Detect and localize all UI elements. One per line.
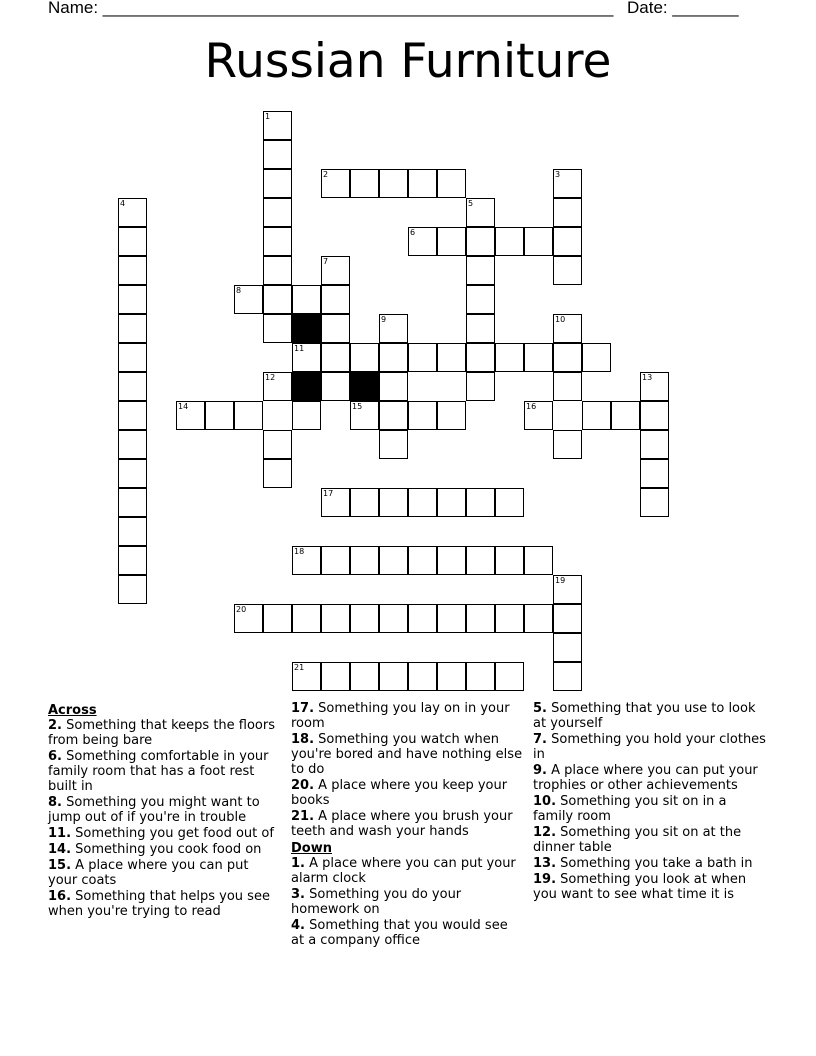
clue-number: 6. bbox=[48, 749, 62, 764]
clue-down-7 bbox=[533, 732, 768, 762]
crossword-cell[interactable] bbox=[292, 285, 321, 314]
crossword-cell[interactable] bbox=[263, 285, 292, 314]
crossword-cell[interactable] bbox=[263, 227, 292, 256]
crossword-cell[interactable] bbox=[437, 169, 466, 198]
crossword-cell[interactable] bbox=[408, 546, 437, 575]
crossword-cell[interactable] bbox=[379, 604, 408, 633]
clue-across-18 bbox=[291, 732, 523, 777]
clue-down-9 bbox=[533, 763, 768, 793]
clue-across-2 bbox=[48, 718, 278, 748]
clue-down-12 bbox=[533, 825, 768, 855]
crossword-cell[interactable] bbox=[350, 343, 379, 372]
clue-text: Something that helps you see when you're trying to read bbox=[48, 889, 270, 919]
crossword-cell[interactable] bbox=[524, 546, 553, 575]
crossword-cell[interactable] bbox=[118, 285, 147, 314]
crossword-cell[interactable] bbox=[379, 430, 408, 459]
crossword-cell[interactable] bbox=[466, 256, 495, 285]
clues-column-3 bbox=[533, 701, 768, 903]
clue-number: 20. bbox=[291, 778, 315, 793]
clue-number: 15. bbox=[48, 858, 72, 873]
crossword-cell[interactable] bbox=[524, 227, 553, 256]
crossword-cell[interactable] bbox=[408, 662, 437, 691]
crossword-cell[interactable] bbox=[321, 604, 350, 633]
crossword-cell[interactable] bbox=[640, 401, 669, 430]
name-field-label: Name: ______________________________________________________ bbox=[48, 0, 614, 17]
crossword-cell[interactable] bbox=[437, 662, 466, 691]
clue-down-3 bbox=[291, 887, 523, 917]
crossword-cell[interactable] bbox=[321, 546, 350, 575]
clue-text: Something you watch when you're bored and have nothing else to do bbox=[291, 732, 523, 777]
crossword-cell[interactable] bbox=[292, 604, 321, 633]
crossword-cell[interactable] bbox=[408, 169, 437, 198]
crossword-cell[interactable] bbox=[553, 198, 582, 227]
crossword-cell[interactable] bbox=[118, 256, 147, 285]
crossword-cell[interactable] bbox=[495, 227, 524, 256]
crossword-cell[interactable] bbox=[118, 227, 147, 256]
clue-across-14 bbox=[48, 842, 278, 857]
crossword-cell[interactable] bbox=[350, 604, 379, 633]
clue-text: Something comfortable in your family room that has a foot rest built in bbox=[48, 749, 269, 794]
clue-text: A place where you brush your teeth and wash your hands bbox=[291, 809, 513, 839]
crossword-cell[interactable] bbox=[118, 343, 147, 372]
clue-text: Something you get food out of bbox=[75, 826, 274, 841]
crossword-cell[interactable] bbox=[321, 372, 350, 401]
crossword-cell[interactable] bbox=[495, 488, 524, 517]
crossword-cell[interactable] bbox=[524, 343, 553, 372]
clue-number: 4. bbox=[291, 918, 305, 933]
clue-down-5 bbox=[533, 701, 768, 731]
clue-text: Something you sit on at the dinner table bbox=[533, 825, 742, 855]
crossword-cell[interactable] bbox=[118, 488, 147, 517]
crossword-cell[interactable] bbox=[495, 604, 524, 633]
crossword-cell[interactable] bbox=[379, 343, 408, 372]
crossword-cell[interactable] bbox=[553, 227, 582, 256]
clue-down-19 bbox=[533, 872, 768, 902]
crossword-cell[interactable] bbox=[640, 459, 669, 488]
crossword-cell[interactable] bbox=[321, 662, 350, 691]
clue-number: 13. bbox=[533, 856, 557, 871]
clue-text: Something you hold your clothes in bbox=[533, 732, 766, 762]
crossword-cell[interactable] bbox=[495, 662, 524, 691]
crossword-cell[interactable] bbox=[553, 604, 582, 633]
crossword-cell[interactable] bbox=[379, 401, 408, 430]
crossword-cell[interactable] bbox=[379, 372, 408, 401]
crossword-cell[interactable] bbox=[437, 343, 466, 372]
crossword-cell[interactable] bbox=[437, 546, 466, 575]
crossword-cell[interactable] bbox=[263, 198, 292, 227]
clue-number: 2. bbox=[48, 718, 62, 733]
crossword-cell[interactable] bbox=[350, 169, 379, 198]
crossword-cell[interactable] bbox=[118, 575, 147, 604]
clue-number: 17. bbox=[291, 701, 315, 716]
crossword-cell[interactable] bbox=[640, 430, 669, 459]
crossword-cell[interactable] bbox=[408, 401, 437, 430]
crossword-cell[interactable] bbox=[466, 343, 495, 372]
date-field-label: Date: _______ bbox=[627, 0, 739, 17]
clue-text: Something you might want to jump out of if you're in trouble bbox=[48, 795, 260, 825]
clue-number-label: 17 bbox=[323, 489, 334, 498]
clue-number-label: 13 bbox=[642, 373, 653, 382]
clue-number-label: 3 bbox=[555, 170, 561, 179]
clue-number: 18. bbox=[291, 732, 315, 747]
crossword-cell[interactable] bbox=[321, 285, 350, 314]
clue-across-8 bbox=[48, 795, 278, 825]
crossword-cell[interactable] bbox=[553, 633, 582, 662]
crossword-cell[interactable] bbox=[408, 488, 437, 517]
clue-across-21 bbox=[291, 809, 523, 839]
down-heading: Down bbox=[291, 841, 332, 856]
clue-number: 21. bbox=[291, 809, 315, 824]
clue-text: A place where you keep your books bbox=[291, 778, 508, 808]
clue-number-label: 2 bbox=[323, 170, 329, 179]
crossword-cell[interactable] bbox=[408, 604, 437, 633]
clue-text: Something you take a bath in bbox=[560, 856, 753, 871]
crossword-cell[interactable] bbox=[263, 140, 292, 169]
clue-text: Something that keeps the floors from being bare bbox=[48, 718, 275, 748]
crossword-block bbox=[292, 314, 321, 343]
clue-across-16 bbox=[48, 889, 278, 919]
crossword-cell[interactable] bbox=[437, 488, 466, 517]
clue-number-label: 10 bbox=[555, 315, 566, 324]
clue-number-label: 18 bbox=[294, 547, 305, 556]
clue-across-20 bbox=[291, 778, 523, 808]
clue-number-label: 19 bbox=[555, 576, 566, 585]
clue-number-label: 11 bbox=[294, 344, 305, 353]
clue-text: Something you do your homework on bbox=[291, 887, 462, 917]
clue-number-label: 4 bbox=[120, 199, 126, 208]
clues-column-2 bbox=[291, 701, 523, 949]
crossword-cell[interactable] bbox=[466, 546, 495, 575]
crossword-cell[interactable] bbox=[466, 604, 495, 633]
clue-number: 14. bbox=[48, 842, 72, 857]
clue-number: 11. bbox=[48, 826, 72, 841]
clue-number: 7. bbox=[533, 732, 547, 747]
clue-down-1 bbox=[291, 856, 523, 886]
clue-across-17 bbox=[291, 701, 523, 731]
clue-number-label: 16 bbox=[526, 402, 537, 411]
clue-number-label: 20 bbox=[236, 605, 247, 614]
crossword-cell[interactable] bbox=[495, 343, 524, 372]
crossword-cell[interactable] bbox=[379, 662, 408, 691]
clue-number-label: 6 bbox=[410, 228, 416, 237]
clue-text: Something that you would see at a company office bbox=[291, 918, 508, 948]
crossword-cell[interactable] bbox=[466, 488, 495, 517]
crossword-cell[interactable] bbox=[205, 401, 234, 430]
crossword-cell[interactable] bbox=[292, 401, 321, 430]
crossword-cell[interactable] bbox=[118, 459, 147, 488]
crossword-block bbox=[292, 372, 321, 401]
clue-number: 16. bbox=[48, 889, 72, 904]
clue-text: A place where you can put your coats bbox=[48, 858, 249, 888]
clue-text: A place where you can put your trophies or other achievements bbox=[533, 763, 758, 793]
clue-number-label: 21 bbox=[294, 663, 305, 672]
clue-number-label: 15 bbox=[352, 402, 363, 411]
clue-number: 8. bbox=[48, 795, 62, 810]
crossword-cell[interactable] bbox=[263, 430, 292, 459]
clue-text: Something you cook food on bbox=[75, 842, 262, 857]
crossword-cell[interactable] bbox=[379, 546, 408, 575]
clue-across-15 bbox=[48, 858, 278, 888]
crossword-cell[interactable] bbox=[118, 372, 147, 401]
crossword-cell[interactable] bbox=[553, 662, 582, 691]
crossword-cell[interactable] bbox=[263, 169, 292, 198]
crossword-cell[interactable] bbox=[263, 604, 292, 633]
crossword-cell[interactable] bbox=[466, 314, 495, 343]
crossword-cell[interactable] bbox=[553, 343, 582, 372]
crossword-cell[interactable] bbox=[118, 546, 147, 575]
crossword-cell[interactable] bbox=[379, 169, 408, 198]
crossword-cell[interactable] bbox=[582, 343, 611, 372]
crossword-cell[interactable] bbox=[437, 604, 466, 633]
clue-number: 19. bbox=[533, 872, 557, 887]
clue-text: A place where you can put your alarm clock bbox=[291, 856, 516, 886]
clue-number: 1. bbox=[291, 856, 305, 871]
clue-number-label: 7 bbox=[323, 257, 329, 266]
clue-number-label: 12 bbox=[265, 373, 276, 382]
crossword-cell[interactable] bbox=[350, 662, 379, 691]
crossword-cell[interactable] bbox=[495, 546, 524, 575]
crossword-cell[interactable] bbox=[553, 372, 582, 401]
crossword-cell[interactable] bbox=[234, 401, 263, 430]
clue-number: 9. bbox=[533, 763, 547, 778]
crossword-cell[interactable] bbox=[466, 227, 495, 256]
crossword-cell[interactable] bbox=[582, 401, 611, 430]
crossword-cell[interactable] bbox=[118, 517, 147, 546]
page-title: Russian Furniture bbox=[204, 34, 612, 89]
clue-number-label: 9 bbox=[381, 315, 387, 324]
clue-text: Something you look at when you want to see what time it is bbox=[533, 872, 747, 902]
crossword-cell[interactable] bbox=[350, 546, 379, 575]
clue-number-label: 5 bbox=[468, 199, 474, 208]
crossword-cell[interactable] bbox=[263, 314, 292, 343]
crossword-cell[interactable] bbox=[118, 314, 147, 343]
clue-number: 3. bbox=[291, 887, 305, 902]
crossword-cell[interactable] bbox=[437, 401, 466, 430]
crossword-block bbox=[350, 372, 379, 401]
clue-text: Something you sit on in a family room bbox=[533, 794, 727, 824]
crossword-cell[interactable] bbox=[553, 256, 582, 285]
crossword-cell[interactable] bbox=[379, 488, 408, 517]
crossword-cell[interactable] bbox=[263, 459, 292, 488]
clue-number-label: 8 bbox=[236, 286, 242, 295]
across-heading: Across bbox=[48, 703, 97, 718]
crossword-cell[interactable] bbox=[466, 372, 495, 401]
clue-number: 12. bbox=[533, 825, 557, 840]
crossword-cell[interactable] bbox=[263, 256, 292, 285]
clue-across-11 bbox=[48, 826, 278, 841]
clue-down-13 bbox=[533, 856, 768, 871]
crossword-cell[interactable] bbox=[466, 285, 495, 314]
clue-text: Something you lay on in your room bbox=[291, 701, 510, 731]
crossword-cell[interactable] bbox=[640, 488, 669, 517]
crossword-cell[interactable] bbox=[437, 227, 466, 256]
crossword-cell[interactable] bbox=[321, 314, 350, 343]
crossword-cell[interactable] bbox=[118, 401, 147, 430]
crossword-cell[interactable] bbox=[408, 343, 437, 372]
clue-number: 10. bbox=[533, 794, 557, 809]
clue-across-6 bbox=[48, 749, 278, 794]
clues-column-1 bbox=[48, 701, 278, 920]
crossword-cell[interactable] bbox=[321, 343, 350, 372]
clue-number-label: 1 bbox=[265, 112, 271, 121]
crossword-cell[interactable] bbox=[350, 488, 379, 517]
crossword-cell[interactable] bbox=[553, 430, 582, 459]
clue-number: 5. bbox=[533, 701, 547, 716]
crossword-cell[interactable] bbox=[611, 401, 640, 430]
clue-number-label: 14 bbox=[178, 402, 189, 411]
crossword-cell[interactable] bbox=[524, 604, 553, 633]
clue-down-4 bbox=[291, 918, 523, 948]
crossword-cell[interactable] bbox=[466, 662, 495, 691]
crossword-cell[interactable] bbox=[118, 430, 147, 459]
clue-down-10 bbox=[533, 794, 768, 824]
clue-text: Something that you use to look at yourself bbox=[533, 701, 756, 731]
